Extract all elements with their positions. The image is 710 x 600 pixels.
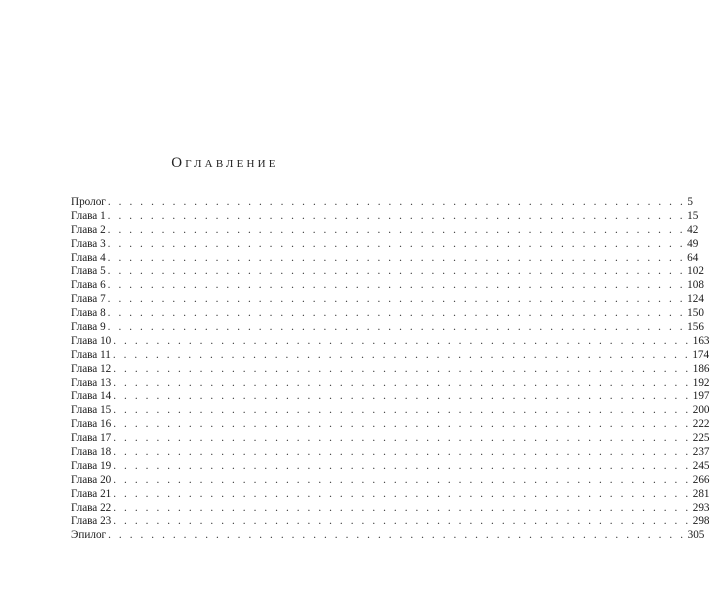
toc-leader-dots: . . . . . . . . . . . . . . . . . . . . . . . . . . . . . . . . . . . . . . . . . . . . . . . . . . . . . . xyxy=(113,459,691,472)
toc-entry-label: Глава 20 xyxy=(71,473,112,486)
toc-entry-label: Глава 19 xyxy=(71,459,112,472)
toc-entry-label: Глава 15 xyxy=(71,404,112,417)
toc-entry-label: Глава 6 xyxy=(71,279,106,292)
toc-entry xyxy=(71,209,699,224)
toc-entry-page-number: 174 xyxy=(692,348,710,361)
toc-entry xyxy=(71,293,704,307)
toc-entry-page-number: 197 xyxy=(692,390,710,403)
toc-entry xyxy=(71,487,710,502)
toc-entry xyxy=(71,473,710,488)
toc-entry xyxy=(71,362,710,377)
toc-entry-label: Глава 12 xyxy=(71,362,112,375)
toc-entry-label: Глава 23 xyxy=(71,515,112,528)
toc-leader-dots: . . . . . . . . . . . . . . . . . . . . . . . . . . . . . . . . . . . . . . . . . . . . . . . . . . . . . . xyxy=(113,501,691,514)
toc-entry xyxy=(71,390,710,404)
toc-entry-page-number: 124 xyxy=(687,293,704,306)
toc-entry xyxy=(71,529,705,543)
toc-entry xyxy=(71,223,699,238)
toc-entry-label: Глава 13 xyxy=(71,376,112,389)
toc-leader-dots: . . . . . . . . . . . . . . . . . . . . . . . . . . . . . . . . . . . . . . . . . . . . . . . . . . . . . . xyxy=(107,251,686,264)
toc-entry xyxy=(71,321,704,335)
toc-entry-page-number: 42 xyxy=(687,223,699,236)
toc-entry xyxy=(71,237,699,252)
toc-leader-dots: . . . . . . . . . . . . . . . . . . . . . . . . . . . . . . . . . . . . . . . . . . . . . . . . . . . . . . xyxy=(113,376,691,389)
toc-entry xyxy=(71,196,693,210)
toc-leader-dots: . . . . . . . . . . . . . . . . . . . . . . . . . . . . . . . . . . . . . . . . . . . . . . . . . . . . . . xyxy=(113,432,691,445)
toc-leader-dots: . . . . . . . . . . . . . . . . . . . . . . . . . . . . . . . . . . . . . . . . . . . . . . . . . . . . . . xyxy=(113,334,691,347)
toc-leader-dots: . . . . . . . . . . . . . . . . . . . . . . . . . . . . . . . . . . . . . . . . . . . . . . . . . . . . . . xyxy=(107,307,686,320)
toc-entry xyxy=(71,334,710,349)
toc-entry-label: Глава 10 xyxy=(71,334,112,347)
toc-entry-page-number: 293 xyxy=(692,501,710,514)
toc-entry-label: Глава 8 xyxy=(71,307,106,320)
toc-entry-label: Глава 2 xyxy=(71,223,106,236)
toc-leader-dots: . . . . . . . . . . . . . . . . . . . . . . . . . . . . . . . . . . . . . . . . . . . . . . . . . . . . . . xyxy=(112,348,691,361)
toc-entry-label: Глава 9 xyxy=(71,321,106,334)
toc-entry-page-number: 266 xyxy=(692,473,710,486)
toc-leader-dots: . . . . . . . . . . . . . . . . . . . . . . . . . . . . . . . . . . . . . . . . . . . . . . . . . . . . . . xyxy=(107,321,686,334)
toc-leader-dots: . . . . . . . . . . . . . . . . . . . . . . . . . . . . . . . . . . . . . . . . . . . . . . . . . . . . . . xyxy=(108,529,686,542)
toc-entry-label: Глава 4 xyxy=(71,251,106,264)
toc-entry-label: Глава 21 xyxy=(71,487,112,500)
toc-leader-dots: . . . . . . . . . . . . . . . . . . . . . . . . . . . . . . . . . . . . . . . . . . . . . . . . . . . . . . xyxy=(107,209,686,222)
toc-entry-page-number: 298 xyxy=(692,515,710,528)
toc-entry-page-number: 237 xyxy=(692,446,710,459)
toc-leader-dots: . . . . . . . . . . . . . . . . . . . . . . . . . . . . . . . . . . . . . . . . . . . . . . . . . . . . . . xyxy=(113,390,691,403)
toc-entry-label: Глава 17 xyxy=(71,432,112,445)
toc-entry-label: Глава 14 xyxy=(71,390,112,403)
toc-entry xyxy=(71,501,710,516)
toc-entry-page-number: 163 xyxy=(692,334,710,347)
toc-leader-dots: . . . . . . . . . . . . . . . . . . . . . . . . . . . . . . . . . . . . . . . . . . . . . . . . . . . . . . xyxy=(113,473,691,486)
toc-entry xyxy=(71,279,704,293)
toc-leader-dots: . . . . . . . . . . . . . . . . . . . . . . . . . . . . . . . . . . . . . . . . . . . . . . . . . . . . . . xyxy=(107,223,686,236)
toc-entry-page-number: 200 xyxy=(692,404,710,417)
toc-entry xyxy=(71,251,699,266)
toc-entry-page-number: 64 xyxy=(687,251,699,264)
toc-entry-label: Глава 1 xyxy=(71,209,106,222)
toc-entry-page-number: 102 xyxy=(687,265,704,278)
toc-entry-page-number: 156 xyxy=(687,321,704,334)
toc-leader-dots: . . . . . . . . . . . . . . . . . . . . . . . . . . . . . . . . . . . . . . . . . . . . . . . . . . . . . . xyxy=(113,515,691,528)
toc-entry-label: Глава 7 xyxy=(71,293,106,306)
toc-entry-label: Глава 16 xyxy=(71,418,112,431)
toc-entry-label: Пролог xyxy=(71,196,106,208)
toc-leader-dots: . . . . . . . . . . . . . . . . . . . . . . . . . . . . . . . . . . . . . . . . . . . . . . . . . . . . . . xyxy=(113,487,691,500)
toc-leader-dots: . . . . . . . . . . . . . . . . . . . . . . . . . . . . . . . . . . . . . . . . . . . . . . . . . . . . . . xyxy=(107,196,686,208)
toc-entry xyxy=(71,459,710,474)
toc-leader-dots: . . . . . . . . . . . . . . . . . . . . . . . . . . . . . . . . . . . . . . . . . . . . . . . . . . . . . . xyxy=(113,362,691,375)
toc-entry-label: Эпилог xyxy=(71,529,107,542)
toc-entry-label: Глава 18 xyxy=(71,446,112,459)
toc-entry-page-number: 225 xyxy=(692,432,710,445)
toc-entry-page-number: 150 xyxy=(687,307,704,320)
toc-entry xyxy=(71,446,710,460)
toc-entry-label: Глава 3 xyxy=(71,237,106,250)
toc-entry xyxy=(71,432,710,446)
toc-entry-page-number: 15 xyxy=(687,209,699,222)
toc-entry-page-number: 305 xyxy=(687,529,705,542)
toc-entry-page-number: 281 xyxy=(692,487,710,500)
toc-leader-dots: . . . . . . . . . . . . . . . . . . . . . . . . . . . . . . . . . . . . . . . . . . . . . . . . . . . . . . xyxy=(107,237,686,250)
toc-entry xyxy=(71,348,710,363)
page-title: Оглавление xyxy=(171,155,279,171)
toc-leader-dots: . . . . . . . . . . . . . . . . . . . . . . . . . . . . . . . . . . . . . . . . . . . . . . . . . . . . . . xyxy=(113,418,691,431)
toc-entry xyxy=(71,376,710,391)
toc-entry-label: Глава 22 xyxy=(71,501,112,514)
toc-leader-dots: . . . . . . . . . . . . . . . . . . . . . . . . . . . . . . . . . . . . . . . . . . . . . . . . . . . . . . xyxy=(107,265,686,278)
toc-entry-label: Глава 5 xyxy=(71,265,106,278)
toc-leader-dots: . . . . . . . . . . . . . . . . . . . . . . . . . . . . . . . . . . . . . . . . . . . . . . . . . . . . . . xyxy=(113,446,691,459)
toc-entry-label: Глава 11 xyxy=(71,348,111,361)
table-of-contents xyxy=(71,196,710,543)
toc-entry-page-number: 222 xyxy=(692,418,710,431)
toc-leader-dots: . . . . . . . . . . . . . . . . . . . . . . . . . . . . . . . . . . . . . . . . . . . . . . . . . . . . . . xyxy=(107,279,686,292)
toc-entry-page-number: 245 xyxy=(692,459,710,472)
toc-entry-page-number: 5 xyxy=(687,196,693,208)
toc-entry xyxy=(71,307,704,321)
toc-leader-dots: . . . . . . . . . . . . . . . . . . . . . . . . . . . . . . . . . . . . . . . . . . . . . . . . . . . . . . xyxy=(113,404,691,417)
toc-entry-page-number: 49 xyxy=(687,237,699,250)
toc-entry xyxy=(71,515,710,529)
toc-entry xyxy=(71,418,710,432)
toc-entry xyxy=(71,404,710,418)
toc-entry xyxy=(71,265,704,279)
toc-entry-page-number: 186 xyxy=(692,362,710,375)
toc-leader-dots: . . . . . . . . . . . . . . . . . . . . . . . . . . . . . . . . . . . . . . . . . . . . . . . . . . . . . . xyxy=(107,293,686,306)
toc-entry-page-number: 108 xyxy=(687,279,704,292)
toc-entry-page-number: 192 xyxy=(692,376,710,389)
